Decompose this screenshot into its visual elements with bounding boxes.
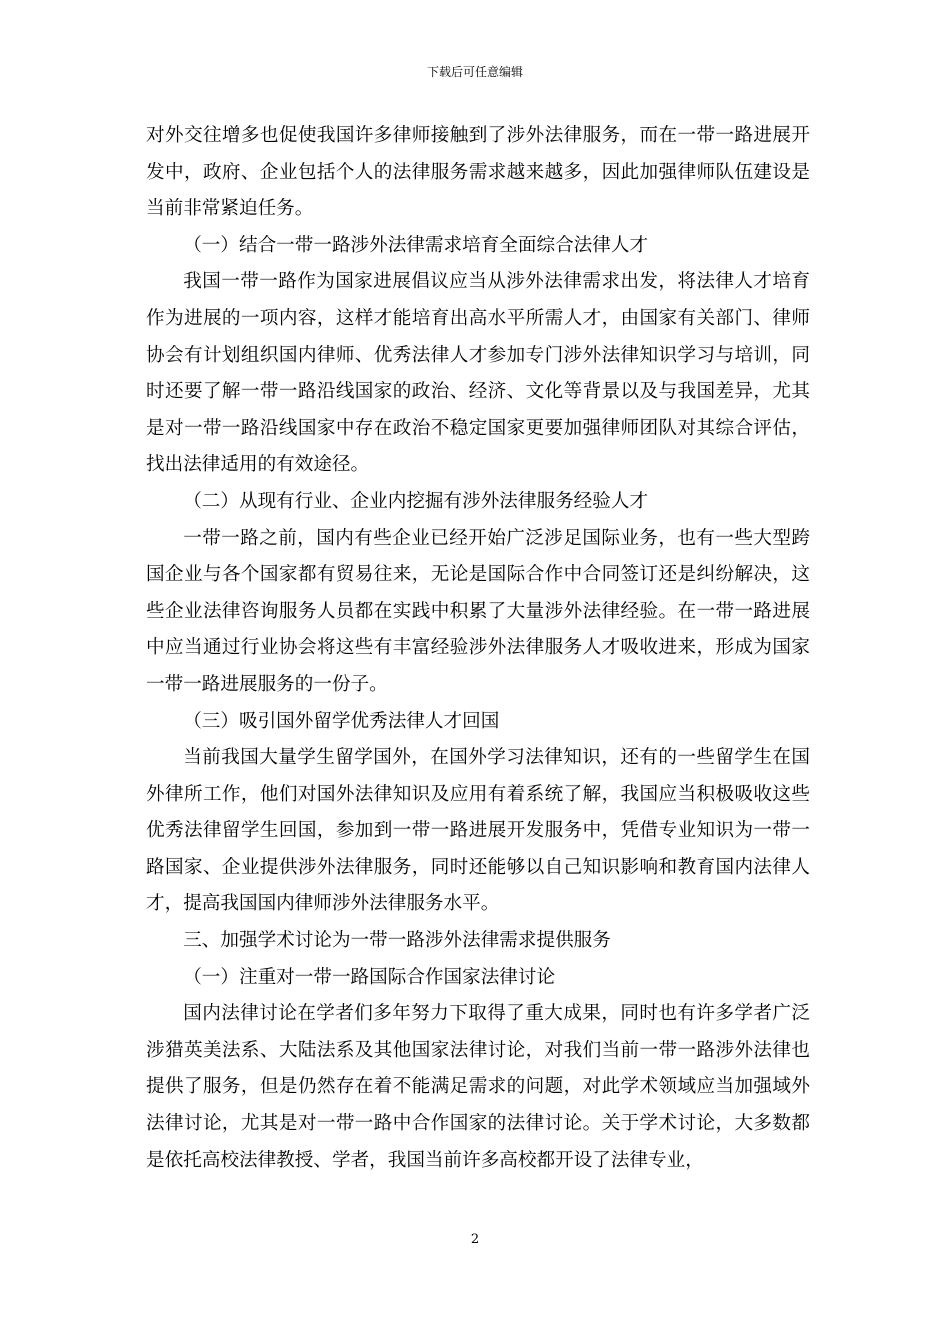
paragraph-continuation: 对外交往增多也促使我国许多律师接触到了涉外法律服务，而在一带一路进展开发中，政府、企业包括个人的法律服务需求越来越多，因此加强律师队伍建设是当前非常紧迫任务。 bbox=[146, 125, 810, 220]
paragraph: 当前我国大量学生留学国外，在国外学习法律知识，还有的一些留学生在国外律所工作，他们对国外法律知识及应用有着系统了解，我国应当积极吸收这些优秀法律留学生回国，参加到一带一路进展开发服务中，凭借专业知识为一带一路国家、企业提供涉外法律服务，同时还能够以自己知识影响和教育国内法律人才，提高我国国内律师涉外法律服务水平。 bbox=[146, 747, 810, 915]
paragraph: 一带一路之前，国内有些企业已经开始广泛涉足国际业务，也有一些大型跨国企业与各个国家都有贸易往来，无论是国际合作中合同签订还是纠纷解决，这些企业法律咨询服务人员都在实践中积累了大量涉外法律经验。在一带一路进展中应当通过行业协会将这些有丰富经验涉外法律服务人才吸收进来，形成为国家一带一路进展服务的一份子。 bbox=[146, 527, 810, 695]
chapter-heading-3: 三、加强学术讨论为一带一路涉外法律需求提供服务 bbox=[183, 930, 611, 952]
section-heading-2: （二）从现有行业、企业内挖掘有涉外法律服务经验人才 bbox=[183, 490, 649, 512]
page-number: 2 bbox=[470, 1232, 480, 1247]
paragraph: 国内法律讨论在学者们多年努力下取得了重大成果，同时也有许多学者广泛涉猎英美法系、大陆法系及其他国家法律讨论，对我们当前一带一路涉外法律也提供了服务，但是仍然存在着不能满足需求的问题，对此学术领域应当加强域外法律讨论，尤其是对一带一路中合作国家的法律讨论。关于学术讨论，大多数都是依托高校法律教授、学者，我国当前许多高校都开设了法律专业， bbox=[146, 1003, 810, 1171]
document-body bbox=[146, 118, 810, 1179]
page-header: 下载后可任意编辑 bbox=[426, 65, 523, 79]
section-heading-1: （一）结合一带一路涉外法律需求培育全面综合法律人才 bbox=[183, 234, 649, 256]
section-heading-1: （一）注重对一带一路国际合作国家法律讨论 bbox=[183, 966, 556, 988]
section-heading-3: （三）吸引国外留学优秀法律人才回国 bbox=[183, 710, 500, 732]
paragraph: 我国一带一路作为国家进展倡议应当从涉外法律需求出发，将法律人才培育作为进展的一项内容，这样才能培育出高水平所需人才，由国家有关部门、律师协会有计划组织国内律师、优秀法律人才参加专门涉外法律知识学习与培训，同时还要了解一带一路沿线国家的政治、经济、文化等背景以及与我国差异，尤其是对一带一路沿线国家中存在政治不稳定国家更要加强律师团队对其综合评估，找出法律适用的有效途径。 bbox=[146, 271, 810, 476]
